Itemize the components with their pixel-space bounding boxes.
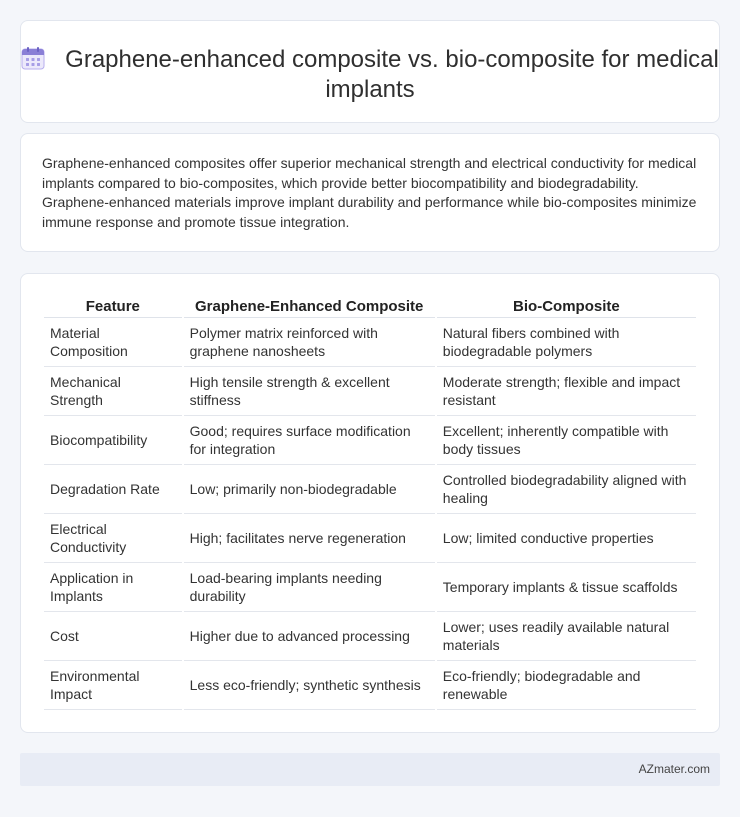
intro-card [20, 133, 720, 252]
row-feature: Degradation Rate [44, 465, 182, 514]
table-row [44, 318, 696, 367]
row-graphene: Higher due to advanced processing [184, 612, 435, 661]
row-feature: Mechanical Strength [44, 367, 182, 416]
footer-bar [20, 753, 720, 786]
row-graphene: Less eco-friendly; synthetic synthesis [184, 661, 435, 710]
row-graphene: Load-bearing implants needing durability [184, 563, 435, 612]
row-bio: Moderate strength; flexible and impact resistant [437, 367, 696, 416]
header-bio: Bio-Composite [437, 292, 696, 318]
row-feature: Environmental Impact [44, 661, 182, 710]
table-row [44, 563, 696, 612]
page-title [21, 45, 719, 105]
row-feature: Electrical Conductivity [44, 514, 182, 563]
title-text: Graphene-enhanced composite vs. bio-composite for medical implants [65, 46, 719, 103]
table-row [44, 612, 696, 661]
footer-site-link[interactable]: AZmater.com [638, 762, 710, 776]
row-feature: Cost [44, 612, 182, 661]
row-bio: Eco-friendly; biodegradable and renewable [437, 661, 696, 710]
row-bio: Controlled biodegradability aligned with healing [437, 465, 696, 514]
row-feature: Biocompatibility [44, 416, 182, 465]
row-graphene: Polymer matrix reinforced with graphene nanosheets [184, 318, 435, 367]
row-bio: Natural fibers combined with biodegradable polymers [437, 318, 696, 367]
row-bio: Temporary implants & tissue scaffolds [437, 563, 696, 612]
table-row [44, 514, 696, 563]
row-feature: Material Composition [44, 318, 182, 367]
comparison-table [42, 292, 698, 710]
header-feature: Feature [44, 292, 182, 318]
table-row [44, 661, 696, 710]
row-graphene: High tensile strength & excellent stiffness [184, 367, 435, 416]
table-row [44, 416, 696, 465]
row-graphene: High; facilitates nerve regeneration [184, 514, 435, 563]
table-row [44, 465, 696, 514]
table-row [44, 367, 696, 416]
row-graphene: Good; requires surface modification for integration [184, 416, 435, 465]
title-card [20, 20, 720, 123]
table-header-row [44, 292, 696, 318]
row-bio: Low; limited conductive properties [437, 514, 696, 563]
row-bio: Excellent; inherently compatible with body tissues [437, 416, 696, 465]
calendar-icon [21, 46, 45, 70]
row-graphene: Low; primarily non-biodegradable [184, 465, 435, 514]
header-graphene: Graphene-Enhanced Composite [184, 292, 435, 318]
comparison-card [20, 273, 720, 733]
row-bio: Lower; uses readily available natural materials [437, 612, 696, 661]
intro-paragraph: Graphene-enhanced composites offer superior mechanical strength and electrical conductivity for medical implants compared to bio-composites, which provide better biocompatibility and biodegradability. Graphene-enhanced materials improve implant durability and performance while bio-composites minimize immune response and promote tissue integration. [42, 155, 697, 230]
row-feature: Application in Implants [44, 563, 182, 612]
